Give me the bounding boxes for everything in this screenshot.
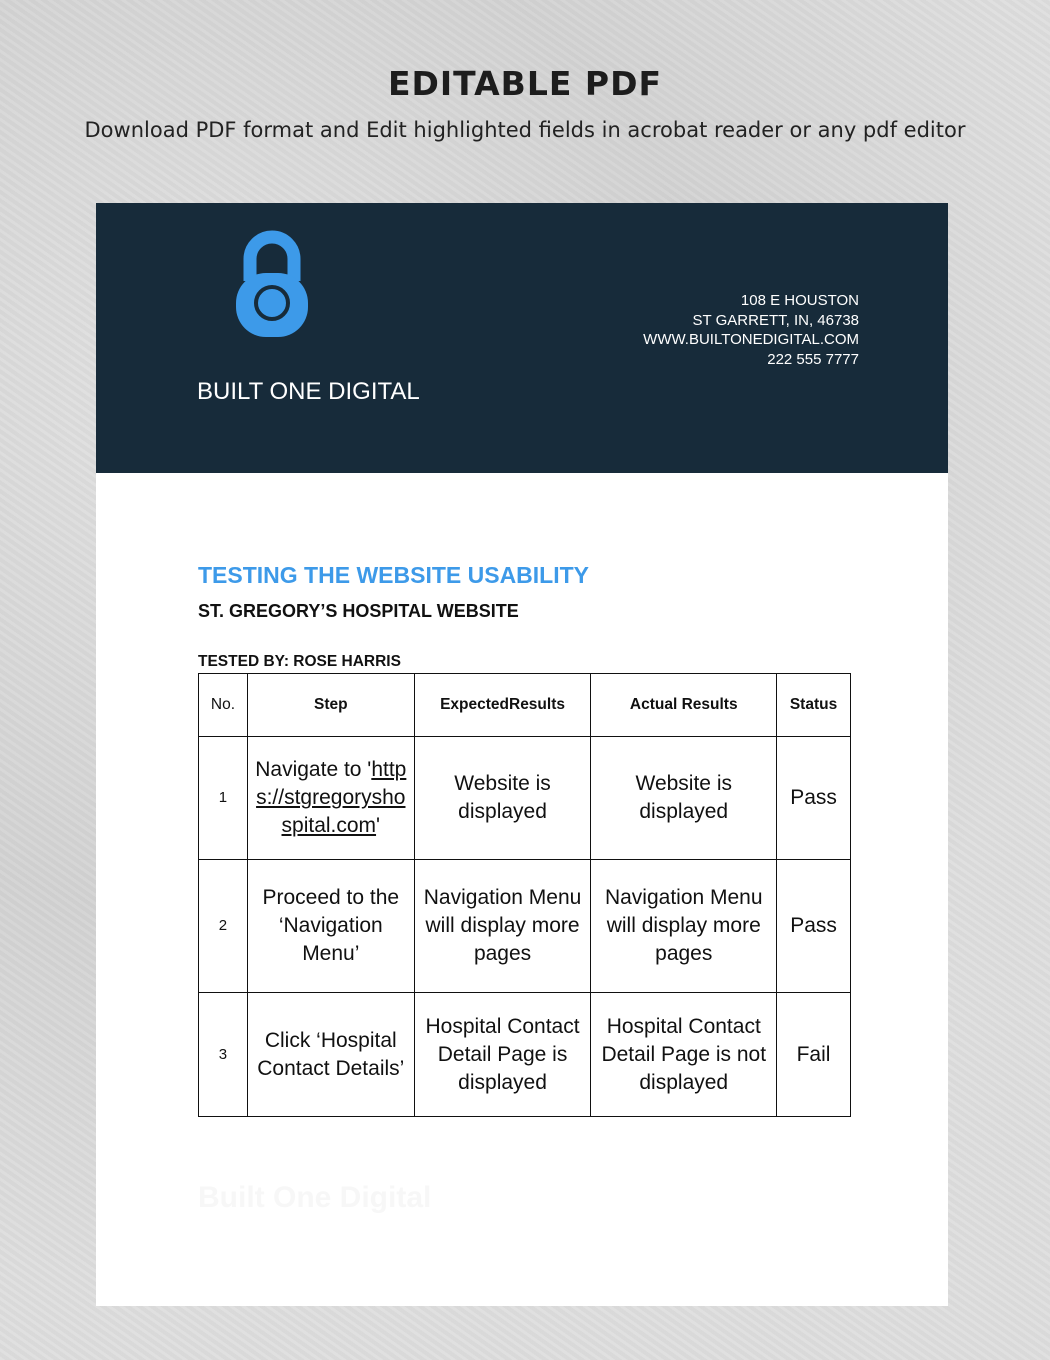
- test-results-table: [198, 673, 851, 1117]
- step-text: Navigate to ': [255, 758, 372, 781]
- table-header-row: [199, 674, 851, 737]
- header-actual: Actual Results: [591, 674, 777, 737]
- row-expected: Hospital Contact Detail Page is displayed: [414, 993, 591, 1117]
- phone: 222 555 7777: [767, 350, 859, 368]
- address-line: 108 E HOUSTON: [740, 292, 859, 309]
- row-status: Pass: [777, 860, 851, 993]
- header-step: Step: [247, 674, 414, 737]
- banner-subtitle: Download PDF format and Edit highlighted fields in acrobat reader or any pdf editor: [84, 118, 966, 142]
- row-actual: Navigation Menu will display more pages: [591, 860, 777, 993]
- row-expected: Website is displayed: [414, 737, 591, 860]
- document-subtitle: ST. GREGORY’S HOSPITAL WEBSITE: [198, 601, 519, 621]
- step-text: ': [376, 814, 381, 837]
- row-no: 1: [199, 737, 248, 860]
- row-no: 3: [199, 993, 248, 1117]
- row-no: 2: [199, 860, 248, 993]
- padlock-icon: [234, 229, 310, 346]
- header-status: Status: [777, 674, 851, 737]
- document-title: TESTING THE WEBSITE USABILITY: [198, 562, 590, 588]
- row-actual: Hospital Contact Detail Page is not displayed: [591, 993, 777, 1117]
- document-page: [96, 203, 948, 1306]
- header-no: No.: [199, 674, 248, 737]
- row-step: [247, 737, 414, 860]
- row-status: Pass: [777, 737, 851, 860]
- website-link[interactable]: https://stgregoryshospital.com: [256, 758, 407, 837]
- row-actual: Website is displayed: [591, 737, 777, 860]
- row-expected: Navigation Menu will display more pages: [414, 860, 591, 993]
- row-step: Proceed to the ‘Navigation Menu’: [247, 860, 414, 993]
- address-line: ST GARRETT, IN, 46738: [692, 311, 859, 329]
- table-row: [199, 993, 851, 1117]
- company-name: BUILT ONE DIGITAL: [197, 378, 420, 405]
- website: WWW.BUILTONEDIGITAL.COM: [643, 331, 859, 348]
- row-status: Fail: [777, 993, 851, 1117]
- letterhead: [96, 203, 948, 473]
- table-row: [199, 737, 851, 860]
- company-address: [643, 291, 859, 369]
- footer-watermark: Built One Digital: [198, 1181, 432, 1214]
- row-step: Click ‘Hospital Contact Details’: [247, 993, 414, 1117]
- banner-title: EDITABLE PDF: [387, 64, 663, 103]
- header-expected: ExpectedResults: [414, 674, 591, 737]
- tested-by: TESTED BY: ROSE HARRIS: [198, 653, 401, 670]
- table-row: [199, 860, 851, 993]
